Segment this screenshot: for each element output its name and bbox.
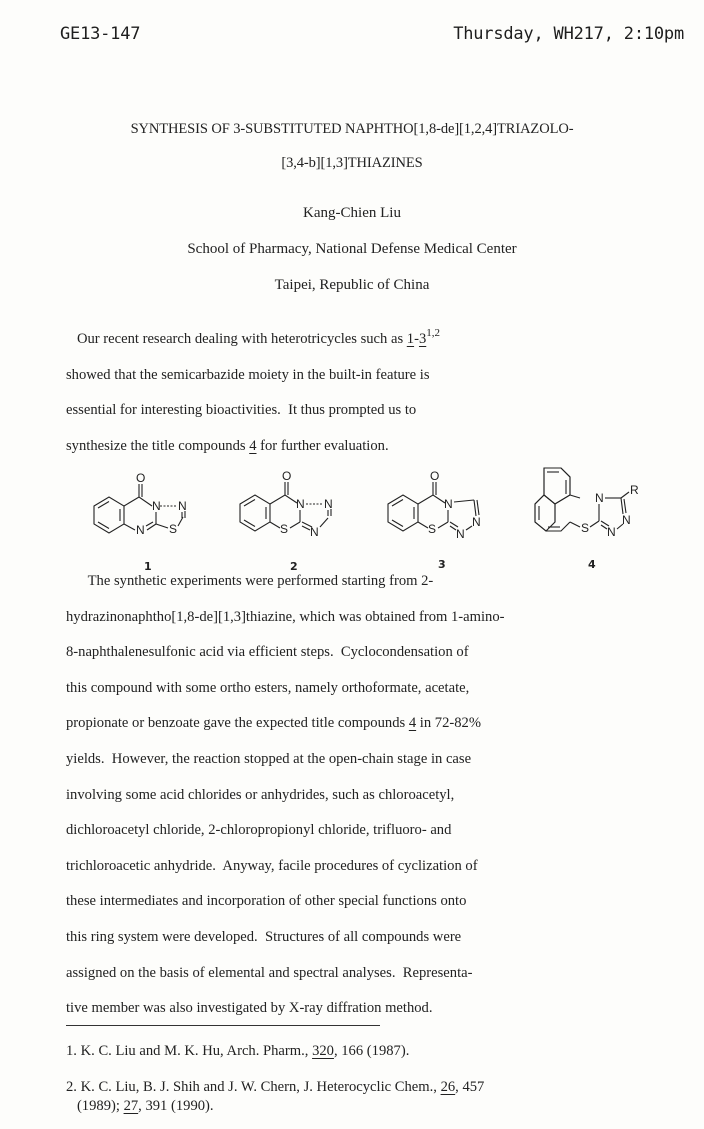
- text-run: K. C. Liu and M. K. Hu, Arch. Pharm.,: [76, 1043, 313, 1059]
- atom-N: N: [296, 497, 305, 511]
- body-line: hydrazinonaphtho[1,8-de][1,3]thiazine, which was obtained from 1-amino-: [66, 608, 505, 625]
- session-code: GE13-147: [60, 24, 141, 44]
- compound-ref: 1: [406, 331, 415, 347]
- compound-label-2: 2: [290, 560, 298, 573]
- volume-number: 27: [123, 1098, 139, 1114]
- atom-N: N: [136, 523, 145, 537]
- atom-O: O: [430, 469, 440, 483]
- text-run: synthesize the title compounds: [66, 437, 250, 454]
- body-line: these intermediates and incorporation of other special functions onto: [66, 893, 467, 910]
- body-line: yields. However, the reaction stopped at the open-chain stage in case: [66, 750, 472, 767]
- chemical-structures-figure: [80, 462, 700, 572]
- atom-N: N: [622, 513, 631, 527]
- atom-S: S: [169, 522, 178, 536]
- atom-N: N: [595, 491, 604, 505]
- atom-O: O: [282, 469, 292, 483]
- atom-N: N: [310, 525, 319, 539]
- structure-1-atoms: [136, 471, 187, 537]
- structure-3-atoms: [428, 469, 481, 541]
- body-line: assigned on the basis of elemental and spectral analyses. Representa-: [66, 964, 473, 981]
- body-line: this compound with some ortho esters, namely orthoformate, acetate,: [66, 679, 470, 696]
- volume-number: 320: [312, 1043, 334, 1059]
- body-line: trichloroacetic anhydride. Anyway, facile procedures of cyclization of: [66, 857, 478, 874]
- atom-S: S: [280, 522, 289, 536]
- structure-4-atoms: [581, 483, 639, 539]
- author-location: Taipei, Republic of China: [274, 277, 430, 293]
- reference-line: [66, 1097, 704, 1116]
- compound-label-3: 3: [438, 558, 446, 571]
- compound-ref: 4: [249, 437, 257, 454]
- session-schedule: Thursday, WH217, 2:10pm: [453, 24, 684, 44]
- atom-N: N: [324, 497, 333, 511]
- body-line: [66, 706, 696, 742]
- atom-N: N: [607, 525, 616, 539]
- citation-superscript: 1,2: [426, 327, 440, 339]
- text-run: in 72-82%: [416, 715, 481, 732]
- footnote-divider: [66, 1025, 380, 1026]
- text-run: K. C. Liu, B. J. Shih and J. W. Chern, J. Heterocyclic Chem.,: [76, 1079, 441, 1095]
- reference-line: [66, 1078, 704, 1097]
- intro-line: essential for interesting bioactivities. It thus prompted us to: [66, 402, 417, 419]
- intro-line: [66, 322, 696, 358]
- intro-paragraph: [66, 322, 696, 464]
- text-run: (1989);: [66, 1098, 124, 1114]
- text-run: , 166 (1987).: [333, 1043, 410, 1059]
- compound-label-1: 1: [144, 560, 152, 573]
- atom-N: N: [456, 527, 465, 541]
- atom-N: N: [472, 515, 481, 529]
- reference-line: [66, 1042, 704, 1061]
- text-run: , 457: [455, 1079, 485, 1095]
- text-run: propionate or benzoate gave the expected title compounds: [66, 715, 409, 732]
- author-affiliation: School of Pharmacy, National Defense Medical Center: [187, 241, 517, 257]
- atom-S: S: [581, 521, 590, 535]
- text-run: -: [414, 331, 419, 347]
- atom-N: N: [152, 499, 161, 513]
- atom-N: N: [444, 497, 453, 511]
- reference-2: [66, 1078, 704, 1116]
- compound-ref: 3: [418, 331, 427, 347]
- text-run: , 391 (1990).: [138, 1098, 214, 1114]
- body-line: dichloroacetyl chloride, 2-chloropropionyl chloride, trifluoro- and: [66, 822, 452, 839]
- author-name: Kang-Chien Liu: [303, 205, 401, 221]
- reference-number: 2.: [66, 1079, 77, 1095]
- atom-O: O: [136, 471, 146, 485]
- atom-S: S: [428, 522, 437, 536]
- reference-1: [66, 1042, 704, 1061]
- atom-R: R: [630, 483, 639, 497]
- intro-line: showed that the semicarbazide moiety in the built-in feature is: [66, 366, 430, 383]
- paper-title-line2: [3,4-b][1,3]THIAZINES: [281, 155, 423, 171]
- body-line: The synthetic experiments were performed starting from 2-: [66, 573, 434, 589]
- volume-number: 26: [440, 1079, 456, 1095]
- compound-label-4: 4: [588, 558, 596, 571]
- body-line: involving some acid chlorides or anhydrides, such as chloroacetyl,: [66, 786, 455, 803]
- reference-number: 1.: [66, 1043, 77, 1059]
- paper-title-line1: SYNTHESIS OF 3-SUBSTITUTED NAPHTHO[1,8-de][1,2,4]TRIAZOLO-: [130, 121, 574, 137]
- body-line: 8-naphthalenesulfonic acid via efficient steps. Cyclocondensation of: [66, 644, 469, 661]
- structures-svg: [80, 462, 700, 572]
- text-run: Our recent research dealing with heterotricycles such as: [66, 331, 407, 347]
- text-run: for further evaluation.: [256, 437, 389, 454]
- body-line: this ring system were developed. Structures of all compounds were: [66, 928, 462, 945]
- body-paragraph: [66, 564, 696, 1027]
- atom-N: N: [178, 499, 187, 513]
- body-line: tive member was also investigated by X-ray diffration method.: [66, 1000, 433, 1017]
- intro-line: [66, 429, 696, 465]
- compound-ref: 4: [408, 715, 417, 732]
